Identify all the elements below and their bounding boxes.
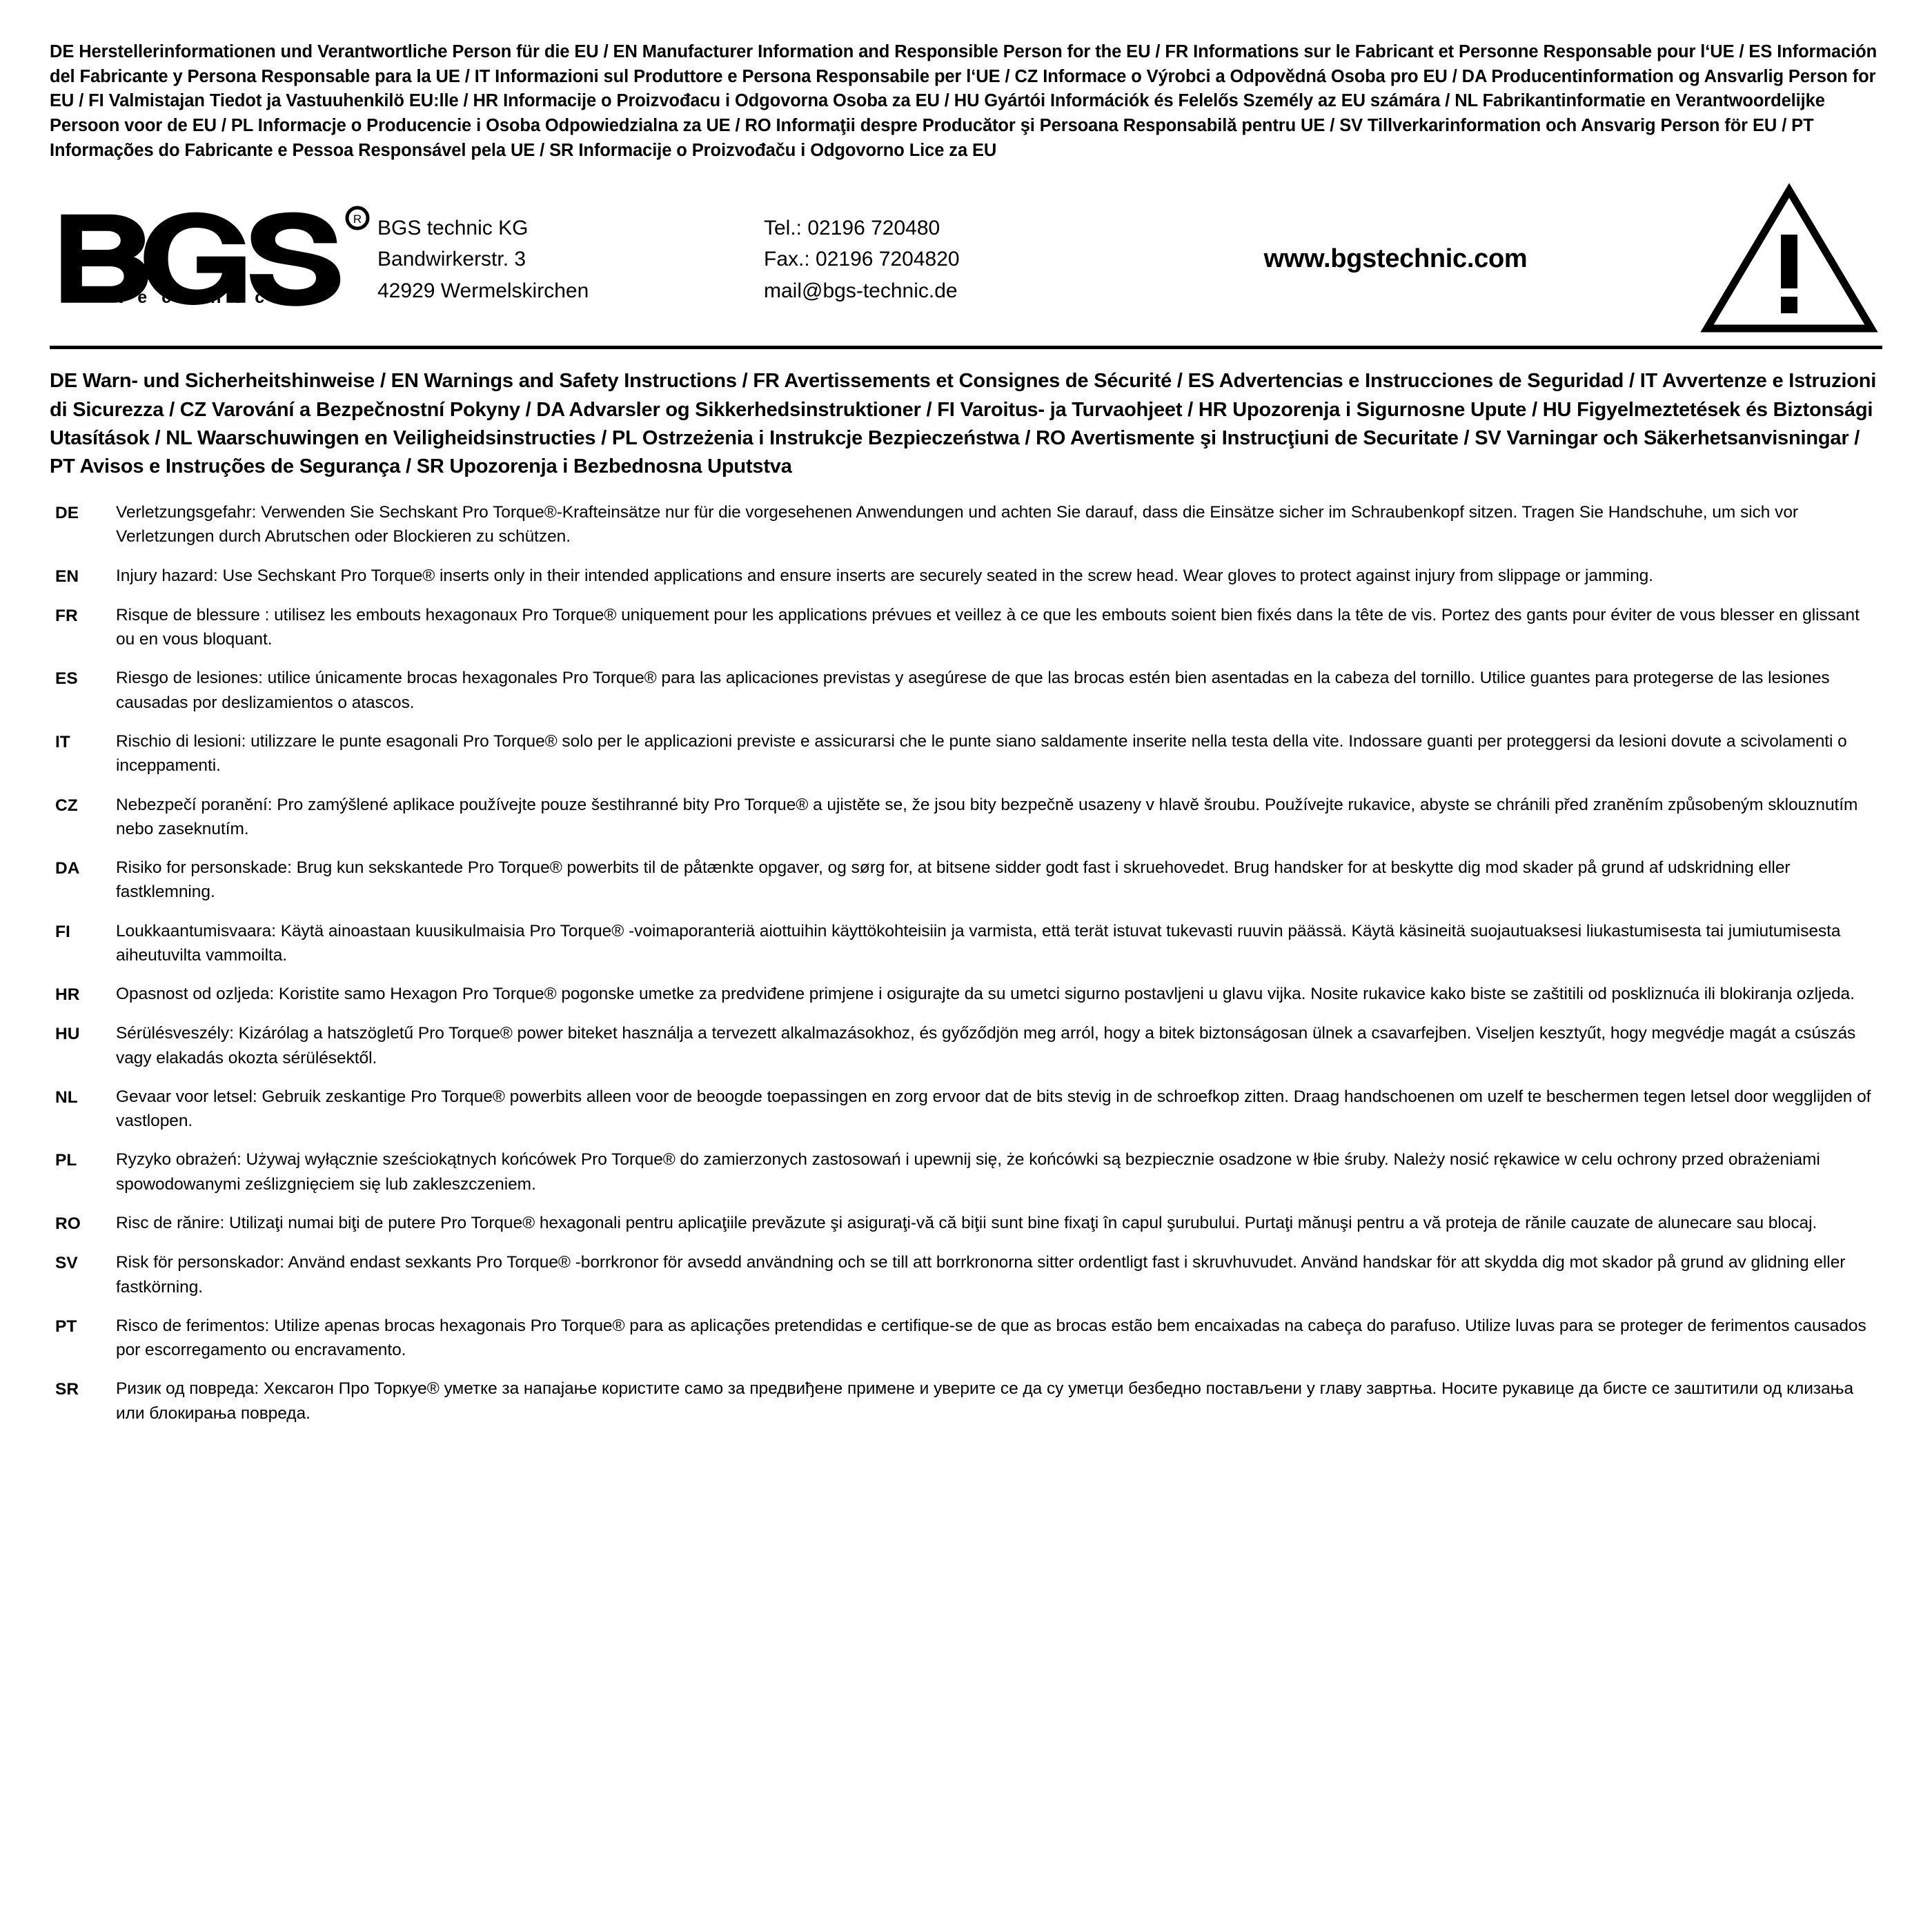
company-address [371, 213, 764, 307]
language-code: FI [55, 922, 70, 941]
language-code: NL [55, 1087, 78, 1107]
company-phone: Tel.: 02196 720480 [764, 216, 940, 239]
instruction-row [50, 856, 1882, 905]
svg-text:t e c h n i c: t e c h n i c [117, 287, 270, 307]
instruction-text: Loukkaantumisvaara: Käytä ainoastaan kuusikulmaisia Pro Torque® -voimaporanteriä aiottuihin käyttökohteisiin ja varmista, että terät istuvat tukevasti ruuvin päässä. Käytä käsineitä suojautuaksesi liukastumisesta tai jumiutumisesta aiheutuvilta vammoilta. [116, 921, 1841, 965]
company-email[interactable]: mail@bgs-technic.de [764, 279, 958, 302]
instruction-text: Riesgo de lesiones: utilice únicamente brocas hexagonales Pro Torque® para las aplicaciones previstas y asegúrese de que las brocas estén bien asentadas en la cabeza del tornillo. Utilice guantes para protegerse de las lesiones causadas por deslizamientos o atascos. [116, 669, 1830, 712]
instruction-row [50, 982, 1882, 1007]
instruction-text: Verletzungsgefahr: Verwenden Sie Sechskant Pro Torque®-Krafteinsätze nur für die vorgesehenen Anwendungen und achten Sie darauf, dass die Einsätze sicher im Schraubenkopf sitzen. Tragen Sie Handschuhe, um sich vor Verletzungen durch Abrutschen oder Blockieren zu schützen. [116, 503, 1799, 546]
instruction-text: Sérülésveszély: Kizárólag a hatszögletű Pro Torque® power biteket használja a tervezett alkalmazásokhoz, és győződjön meg arról, hogy a bitek biztonságosan ülnek a csavarfejben. Viseljen kesztyűt, hogy megvédje magát a csúszás vagy elakadás okozta sérülésektől. [116, 1024, 1856, 1067]
company-fax: Fax.: 02196 7204820 [764, 248, 960, 271]
bgs-logo [50, 211, 371, 308]
language-code: PT [55, 1317, 77, 1336]
instruction-row [50, 793, 1882, 842]
instruction-text: Rischio di lesioni: utilizzare le punte esagonali Pro Torque® solo per le applicazioni previste e assicurarsi che le punte siano saldamente inserite nella testa della vite. Indossare guanti per proteggersi da lesioni dovute a scivolamenti o inceppamenti. [116, 731, 1847, 776]
language-code: PL [55, 1151, 77, 1170]
language-code: EN [55, 566, 79, 586]
company-city: 42929 Wermelskirchen [377, 279, 589, 302]
language-code: HU [55, 1025, 80, 1044]
instruction-text: Gevaar voor letsel: Gebruik zeskantige Pro Torque® powerbits alleen voor de beoogde toepassingen en zorg ervoor dat de bits stevig in de schroefkop zitten. Draag handschoenen om uzelf te beschermen tegen letsel door wegglijden of vastlopen. [116, 1087, 1871, 1131]
instruction-row [50, 1211, 1882, 1236]
company-street: Bandwirkerstr. 3 [377, 248, 526, 271]
instruction-text: Risco de ferimentos: Utilize apenas brocas hexagonais Pro Torque® para as aplicações pretendidas e certifique-se de que as brocas estão bem encaixadas na cabeça do parafuso. Utilize luvas para se proteger de ferimentos causados por escorregamento ou encravamento. [116, 1316, 1866, 1360]
language-code: ES [55, 669, 78, 689]
manufacturer-info-heading: DE Herstellerinformationen und Verantwortliche Person für die EU / EN Manufacturer Information and Responsible Person for the EU / FR Informations sur le Fabricant et Personne Responsable pour l‘UE / ES Información del Fabricante y Persona Responsable para la UE / IT Informazioni sul Produttore e Persona Responsabile per l‘UE / CZ Informace o Výrobci a Odpovědná Osoba pro EU / DA Producentinformation og Ansvarlig Person for EU / FI Valmistajan Tiedot ja Vastuuhenkilö EU:lle / HR Informacije o Proizvođacu i Odgovorna Osoba za EU / HU Gyártói Információk és Felelős Személy az EU számára / NL Fabrikantinformatie en Verantwoordelijke Persoon voor de EU / PL Informacje o Producencie i Osoba Odpowiedzialna za UE / RO Informaţii despre Producător şi Persoana Responsabilă pentru UE / SV Tillverkarinformation och Ansvarig Person för EU / PT Informações do Fabricante e Pessoa Responsável pela UE / SR Informacije o Proizvođaču i Odgovorno Lice za EU [50, 42, 1877, 160]
language-code: DE [55, 504, 79, 523]
instructions-list [50, 500, 1882, 1426]
instruction-row [50, 564, 1882, 589]
instruction-row [50, 603, 1882, 652]
instruction-text: Risque de blessure : utilisez les embouts hexagonaux Pro Torque® uniquement pour les applications prévues et veillez à ce que les embouts soient bien fixés dans la tête de vis. Portez des gants pour éviter de vous blesser en glissant ou en vous bloquant. [116, 605, 1860, 649]
language-code: FR [55, 606, 78, 625]
instruction-text: Ryzyko obrażeń: Używaj wyłącznie sześciokątnych końcówek Pro Torque® do zamierzonych zastosowań i upewnij się, że końcówki są bezpiecznie osadzone w łbie śruby. Należy nosić rękawice w celu ochrony przed obrażeniami spowodowanymi ześlizgnięciem się lub zakleszczeniem. [116, 1150, 1820, 1194]
company-name: BGS technic KG [377, 216, 529, 239]
language-code: SV [55, 1254, 78, 1273]
instruction-row [50, 1021, 1882, 1070]
svg-text:R: R [353, 212, 362, 226]
instruction-row [50, 1250, 1882, 1299]
company-info-block [50, 178, 1882, 349]
language-code: SR [55, 1380, 79, 1399]
instruction-text: Injury hazard: Use Sechskant Pro Torque® inserts only in their intended applications and ensure inserts are securely seated in the screw head. Wear gloves to protect against injury from slippage or jamming. [116, 566, 1653, 585]
instruction-text: Opasnost od ozljeda: Koristite samo Hexagon Pro Torque® pogonske umetke za predviđene primjene i osigurajte da su umetci sigurno postavljeni u glavu vijka. Nosite rukavice kako biste se zaštitili od poskliznuća ili blokiranja ozljeda. [116, 985, 1855, 1004]
instruction-text: Risk för personskador: Använd endast sexkants Pro Torque® -borrkronor för avsedd användning och se till att borrkronorna sitter ordentligt fast i skruvhuvudet. Använd handskar för att skydda dig mot skador på grund av glidning eller fastkörning. [116, 1253, 1846, 1297]
warnings-heading: DE Warn- und Sicherheitshinweise / EN Warnings and Safety Instructions / FR Avertissements et Consignes de Sécurité / ES Advertencias e Instrucciones de Seguridad / IT Avvertenze e Istruzioni di Sicurezza / CZ Varování a Bezpečnostní Pokyny / DA Advarsler og Sikkerhedsinstruktioner / FI Varoitus- ja Turvaohjeet / HR Upozorenja i Sigurnosne Upute / HU Figyelmeztetések és Biztonsági Utasítások / NL Waarschuwingen en Veiligheidsinstructies / PL Ostrzeżenia i Instrukcje Bezpieczeństwa / RO Avertismente şi Instrucţiuni de Securitate / SV Varningar och Säkerhetsanvisningar / PT Avisos e Instruções de Segurança / SR Upozorenja i Bezbednosna Uputstva [50, 370, 1877, 477]
instruction-row [50, 919, 1882, 968]
instruction-text: Ризик од повреда: Хексагон Про Торкуе® уметке за напајање користите само за предвиђене примене и уверите се да су уметци безбедно постављени у главу завртња. Носите рукавице да бисте се заштитили од клизања или блокирања повреда. [116, 1379, 1854, 1423]
language-code: CZ [55, 796, 78, 815]
instruction-row [50, 729, 1882, 778]
warning-triangle-icon [1689, 185, 1882, 333]
language-code: HR [55, 985, 80, 1005]
company-contact [764, 213, 1123, 307]
instruction-row [50, 1147, 1882, 1196]
language-code: DA [55, 859, 80, 878]
instruction-text: Risiko for personskade: Brug kun sekskantede Pro Torque® powerbits til de påtænkte opgaver, og sørg for, at bitsene sidder godt fast i skruehovedet. Brug handsker for at beskytte dig mod skader på grund af udskridning eller fastklemning. [116, 858, 1791, 902]
instruction-row [50, 500, 1882, 549]
language-code: IT [55, 732, 70, 751]
instruction-row [50, 1377, 1882, 1426]
instruction-row [50, 1314, 1882, 1363]
instruction-row [50, 666, 1882, 715]
instruction-text: Risc de rănire: Utilizaţi numai biţi de putere Pro Torque® hexagonali pentru aplicaţiile prevăzute şi asiguraţi-vă că biţii sunt bine fixaţi în capul şurubului. Purtaţi mănuşi pentru a vă proteja de rănile cauzate de alunecare sau blocaj. [116, 1213, 1817, 1232]
instruction-row [50, 1085, 1882, 1134]
instruction-text: Nebezpečí poranění: Pro zamýšlené aplikace používejte pouze šestihranné bity Pro Torque® a ujistěte se, že jsou bity bezpečně usazeny v hlavě šroubu. Používejte rukavice, abyste se chránili před zraněním způsobeným sklouznutím nebo zaseknutím. [116, 795, 1858, 838]
company-website[interactable]: www.bgstechnic.com [1263, 244, 1528, 274]
language-code: RO [55, 1214, 81, 1233]
